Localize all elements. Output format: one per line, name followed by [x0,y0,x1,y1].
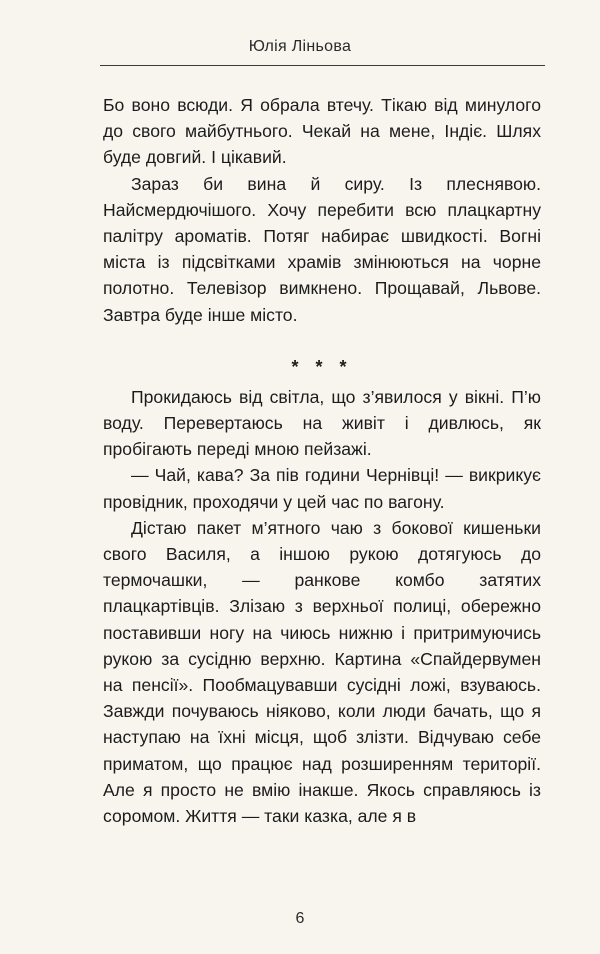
paragraph: — Чай, кава? За пів години Чернівці! — викрикує провідник, проходячи у цей час по вагону. [103,465,541,512]
section-separator: * * * [291,356,353,377]
body-text [103,92,541,829]
paragraph: Зараз би вина й сиру. Із плеснявою. Найсмердючішого. Хочу перебити всю плацкартну палітру ароматів. Потяг набирає швидкості. Вогні міста із підсвітками храмів змінюються на чорне полотно. Телевізор вимкнено. Прощавай, Львове. Завтра буде інше місто. [103,173,541,325]
paragraph: Прокидаюсь від світла, що з’явилося у вікні. П’ю воду. Перевертаюсь на живіт і дивлюсь, як пробігають переді мною пейзажі. [103,386,541,460]
header-rule [100,65,545,66]
section-gap [103,328,541,354]
paragraph: Дістаю пакет м’ятного чаю з бокової кишеньки свого Василя, а іншою рукою дотягуюсь до термочашки, — ранкове комбо затятих плацкартівців. Злізаю з верхньої полиці, обережно поставивши ногу на чиюсь нижню і притримуючись рукою за сусідню верхню. Картина «Спайдервумен на пенсії». Пообмацувавши сусідні ложі, взуваюсь. Завжди почуваюсь ніяково, коли люди бачать, що я наступаю на їхні місця, щоб злізти. Відчуваю себе приматом, що працює над розширенням території. Але я просто не вмію інакше. Якось справляюсь із соромом. Життя — таки казка, але я в [103,517,541,827]
paragraph: Бо воно всюди. Я обрала втечу. Тікаю від минулого до свого майбутнього. Чекай на мене, Індіє. Шлях буде довгий. І цікавий. [103,95,541,168]
page-number: 6 [295,910,305,927]
running-head-author: Юлія Ліньова [248,38,352,55]
